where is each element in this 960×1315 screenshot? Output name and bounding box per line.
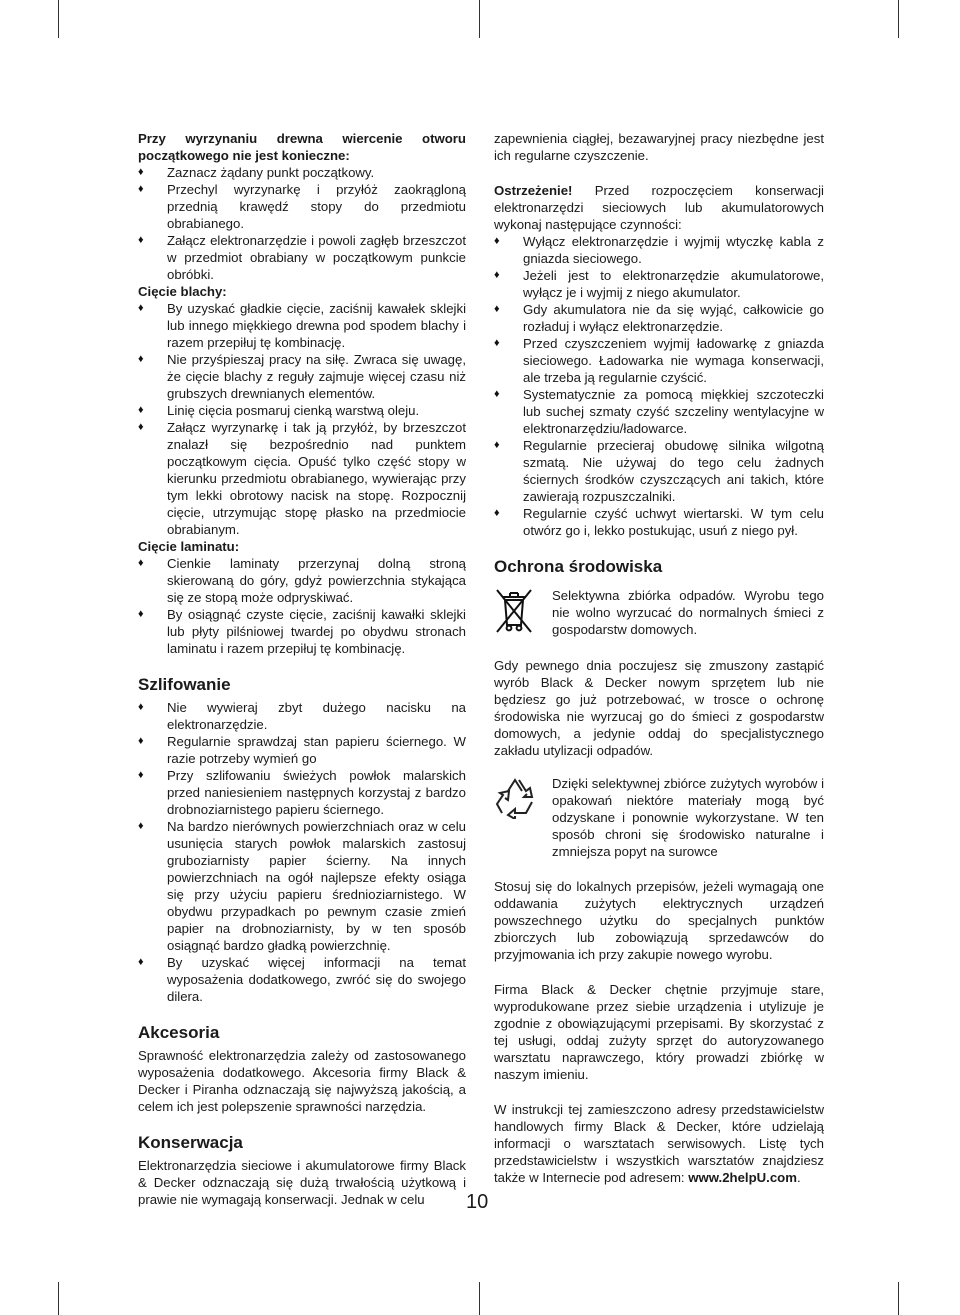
list-item: ♦ Przechyl wyrzynarkę i przyłóż zaokrągloną przednią krawędź stopy do przedmiotu obrabianego.: [138, 181, 466, 232]
accessories-title: Akcesoria: [138, 1023, 220, 1042]
maintenance-text: Elektronarzędzia sieciowe i akumulatorowe firmy Black & Decker odznaczają się dużą trwałością użytkową i prawie nie wymagają konserwacji. Jednak w celu: [138, 1158, 466, 1207]
warning-paragraph: [494, 182, 824, 233]
laminate-list: [138, 555, 466, 657]
environment-paragraph-1: Gdy pewnego dnia poczujesz się zmuszony zastąpić wyrób Black & Decker nowym sprzętem lub nie będziesz go już potrzebować, w trosce o ochronę środowiska nie wyrzucaj go do śmieci z gospodarstw domowych, a jedynie oddaj do specjalistycznego zakładu utylizacji odpadów.: [494, 658, 824, 758]
list-item: ♦ Przed czyszczeniem wyjmij ładowarkę z gniazda sieciowego. Ładowarka nie wymaga konserwacji, ale trzeba ją regularnie czyścić.: [494, 335, 824, 386]
list-item: ♦ Gdy akumulatora nie da się wyjąć, całkowicie go rozładuj i wyłącz elektronarzędzie.: [494, 301, 824, 335]
left-column: [138, 130, 466, 1208]
warning-text: Przed rozpoczęciem konserwacji elektronarzędzi sieciowych lub akumulatorowych wykonaj następujące czynności:: [494, 183, 824, 232]
crop-mark-top-left: [58, 0, 59, 38]
list-item: ♦ Zaznacz żądany punkt początkowy.: [138, 164, 466, 181]
environment-paragraph-3: Firma Black & Decker chętnie przyjmuje stare, wyprodukowane przez siebie urządzenia i utylizuje je zgodnie z obowiązującymi przepisami. By skorzystać z tej usługi, oddaj zużyty sprzęt do autoryzowanego warsztatu naprawczego, który prowadzi zbiórkę w naszym imieniu.: [494, 982, 824, 1082]
bin-notice: [494, 587, 824, 639]
list-item: ♦ Wyłącz elektronarzędzie i wyjmij wtyczkę kabla z gniazda sieciowego.: [494, 233, 824, 267]
list-item: ♦ Regularnie czyść uchwyt wiertarski. W tym celu otwórz go i, lekko postukując, usuń z niego pył.: [494, 505, 824, 539]
list-item: ♦ Nie przyśpieszaj pracy na siłę. Zwraca się uwagę, że cięcie blachy z reguły zajmuje więcej czasu niż grubszych drewnianych elementów.: [138, 351, 466, 402]
crop-mark-top-right: [898, 0, 899, 38]
list-item: ♦ Na bardzo nierównych powierzchniach oraz w celu usunięcia starych powłok malarskich zastosuj gruboziarnisty papier ścierny. Na innych powierzchniach na ogół najlepsze efekty osiąga się przy użyciu papieru średnioziarnistego. W obydwu przypadkach po pewnym czasie zmień papier na drobnoziarnisty, by w ten sposób osiągnąć bardzo gładką powierzchnię.: [138, 818, 466, 954]
environment-title: Ochrona środowiska: [494, 557, 663, 576]
list-item: ♦ Systematycznie za pomocą miękkiej szczoteczki lub suchej szmaty czyść szczeliny wentylacyjne w elektronarzędziu/ładowarce.: [494, 386, 824, 437]
environment-paragraph-4: [494, 1101, 824, 1186]
list-item: ♦ Regularnie sprawdzaj stan papieru ściernego. W razie potrzeby wymień go: [138, 733, 466, 767]
list-item: ♦ Regularnie przecieraj obudowę silnika wilgotną szmatą. Nie używaj do tego celu żadnych ściernych środków czyszczących ani takich, które zawierają rozpuszczalniki.: [494, 437, 824, 505]
sanding-title: Szlifowanie: [138, 675, 231, 694]
list-item: ♦ By uzyskać gładkie cięcie, zaciśnij kawałek sklejki lub innego miękkiego drewna pod spodem blachy i razem przepiłuj tę kombinację.: [138, 300, 466, 351]
page-number: 10: [466, 1191, 489, 1213]
list-item: ♦ Jeżeli jest to elektronarzędzie akumulatorowe, wyłącz je i wyjmij z niego akumulator.: [494, 267, 824, 301]
list-item: ♦ By osiągnąć czyste cięcie, zaciśnij kawałki sklejki lub płyty pilśniowej twardej po obydwu stronach laminatu i razem przepiłuj tę kombinację.: [138, 606, 466, 657]
paragraph-4-text: W instrukcji tej zamieszczono adresy przedstawicielstw handlowych firmy Black & Decker, które udzielają informacji o warsztatach serwisowych. Listę tych przedstawicielstw i wszystkich warsztatów znajdziesz także w Internecie pod adresem:: [494, 1102, 824, 1185]
sanding-list: [138, 699, 466, 1005]
environment-paragraph-2: Stosuj się do lokalnych przepisów, jeżeli wymagają one oddawania zużytych elektrycznych urządzeń powszechnego użytku do specjalnych punktów zbiorczych lub zobowiązują sprzedawców do przyjmowania ich przy zakupie nowego wyrobu.: [494, 879, 824, 962]
crop-mark-top-center: [479, 0, 480, 38]
warning-list: [494, 233, 824, 539]
list-item: ♦ Przy szlifowaniu świeżych powłok malarskich przed naniesieniem następnych korzystaj z bardzo drobnoziarnistego papieru ściernego.: [138, 767, 466, 818]
recycle-icon: [494, 775, 552, 823]
recycle-text: Dzięki selektywnej zbiórce zużytych wyrobów i opakowań niektóre materiały mogą być odzyskane i ponownie wykorzystane. W ten sposób chroni się środowisko naturalne i zmniejsza popyt na surowce: [552, 776, 824, 859]
crop-mark-bottom-right: [898, 1282, 899, 1315]
list-item: ♦ Cienkie laminaty przerzynaj dolną stroną skierowaną do góry, gdyż powierzchnia stykająca się ze stopą może odpryskiwać.: [138, 555, 466, 606]
crop-mark-bottom-left: [58, 1282, 59, 1315]
accessories-text: Sprawność elektronarzędzia zależy od zastosowanego wyposażenia dodatkowego. Akcesoria firmy Black & Decker i Piranha odznaczają się najwyższą jakością, a celem ich jest polepszenie sprawności narzędzia.: [138, 1048, 466, 1114]
paragraph-4-end: .: [796, 1170, 801, 1185]
service-website-link[interactable]: www.2helpU.com: [688, 1170, 797, 1185]
right-column: [494, 130, 824, 1186]
sheet-heading: Cięcie blachy:: [138, 284, 227, 299]
list-item: ♦ Załącz wyrzynarkę i tak ją przyłóż, by brzeszczot znalazł się bezpośrednio nad punktem początkowym cięcia. Opuść tylko część stopy w kierunku przedmiotu obrabianego, wywierając przy tym lekki obrotowy nacisk na stopę. Rozpocznij cięcie, utrzymując stopę płasko na przedmiocie obrabianym.: [138, 419, 466, 538]
intro-list: [138, 164, 466, 283]
continued-text: zapewnienia ciągłej, bezawaryjnej pracy niezbędne jest ich regularne czyszczenie.: [494, 131, 824, 163]
laminate-heading: Cięcie laminatu:: [138, 539, 240, 554]
list-item: ♦ Załącz elektronarzędzie i powoli zagłęb brzeszczot w przedmiot obrabiany w początkowym punkcie obróbki.: [138, 232, 466, 283]
recycle-notice: [494, 775, 824, 860]
sheet-list: [138, 300, 466, 538]
crossed-out-bin-icon: [494, 587, 552, 639]
list-item: ♦ By uzyskać więcej informacji na temat wyposażenia dodatkowego, zwróć się do swojego dilera.: [138, 954, 466, 1005]
list-item: ♦ Nie wywieraj zbyt dużego nacisku na elektronarzędzie.: [138, 699, 466, 733]
list-item: ♦ Linię cięcia posmaruj cienką warstwą oleju.: [138, 402, 466, 419]
bin-text: Selektywna zbiórka odpadów. Wyrobu tego nie wolno wyrzucać do normalnych śmieci z gospodarstw domowych.: [552, 588, 824, 637]
crop-mark-bottom-center: [479, 1282, 480, 1315]
warning-label: Ostrzeżenie!: [494, 183, 573, 198]
intro-heading: Przy wyrzynaniu drewna wiercenie otworu początkowego nie jest konieczne:: [138, 131, 466, 163]
maintenance-title: Konserwacja: [138, 1133, 243, 1152]
